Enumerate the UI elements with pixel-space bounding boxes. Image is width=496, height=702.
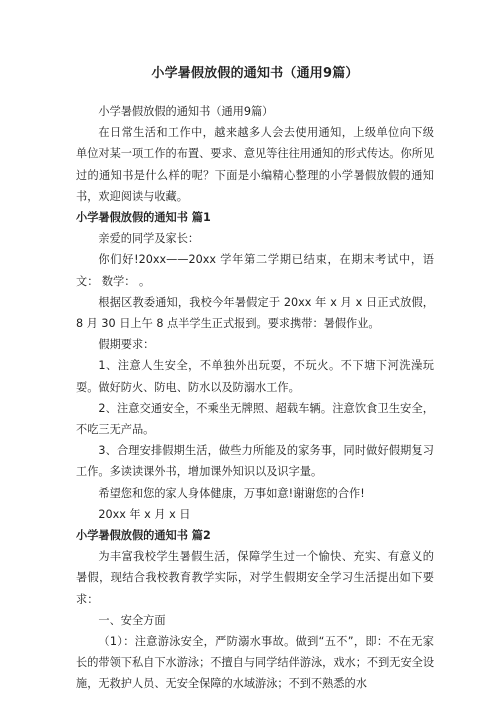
paragraph: 根据区教委通知，我校今年暑假定于 20xx 年 x 月 x 日正式放假，8 月 30 日上午 8 点半学生正式报到。要求携带：暑假作业。 <box>76 295 434 331</box>
paragraph: 你们好!20xx——20xx 学年第二学期已结束，在期末考试中，语文： 数学： 。 <box>76 253 434 288</box>
document-title: 小学暑假放假的通知书（通用9篇） <box>151 66 359 81</box>
section-heading: 小学暑假放假的通知书 篇1 <box>76 211 211 225</box>
paragraph: 希望您和您的家人身体健康，万事如意!谢谢您的合作! <box>98 486 365 500</box>
paragraph: 2、注意交通安全，不乘坐无牌照、超载车辆。注意饮食卫生安全，不吃三无产品。 <box>76 401 434 437</box>
paragraph: 小学暑假放假的通知书（通用9篇） <box>98 105 274 118</box>
document-body <box>76 101 434 695</box>
section-heading: 小学暑假放假的通知书 篇2 <box>76 529 211 543</box>
paragraph: （1）：注意游泳安全，严防溺水事故。做到“五不”，即：不在无家长的带领下私自下水游泳；不擅自与同学结伴游泳，戏水；不到无安全设施，无救护人员、无安全保障的水域游泳；不到不熟悉的水 <box>76 635 435 691</box>
paragraph: 3、合理安排假期生活，做些力所能及的家务事，同时做好假期复习工作。多读读课外书，增加课外知识以及识字量。 <box>76 444 434 479</box>
paragraph: 假期要求： <box>98 338 155 352</box>
paragraph: 一、安全方面 <box>98 613 166 627</box>
paragraph: 在日常生活和工作中，越来越多人会去使用通知，上级单位向下级单位对某一项工作的布置、要求、意见等往往用通知的形式传达。你所见过的通知书是什么样的呢？下面是小编精心整理的小学暑假放假的通知书，欢迎阅读与收藏。 <box>76 126 435 203</box>
paragraph: 为丰富我校学生暑假生活，保障学生过一个愉快、充实、有意义的暑假，现结合我校教育教学实际，对学生假期安全学习生活提出如下要求： <box>76 550 434 606</box>
paragraph: 20xx 年 x 月 x 日 <box>98 507 191 521</box>
paragraph: 1、注意人生安全，不单独外出玩耍，不玩火。不下塘下河洗澡玩耍。做好防火、防电、防水以及防溺水工作。 <box>76 359 434 394</box>
paragraph: 亲爱的同学及家长： <box>98 232 200 246</box>
